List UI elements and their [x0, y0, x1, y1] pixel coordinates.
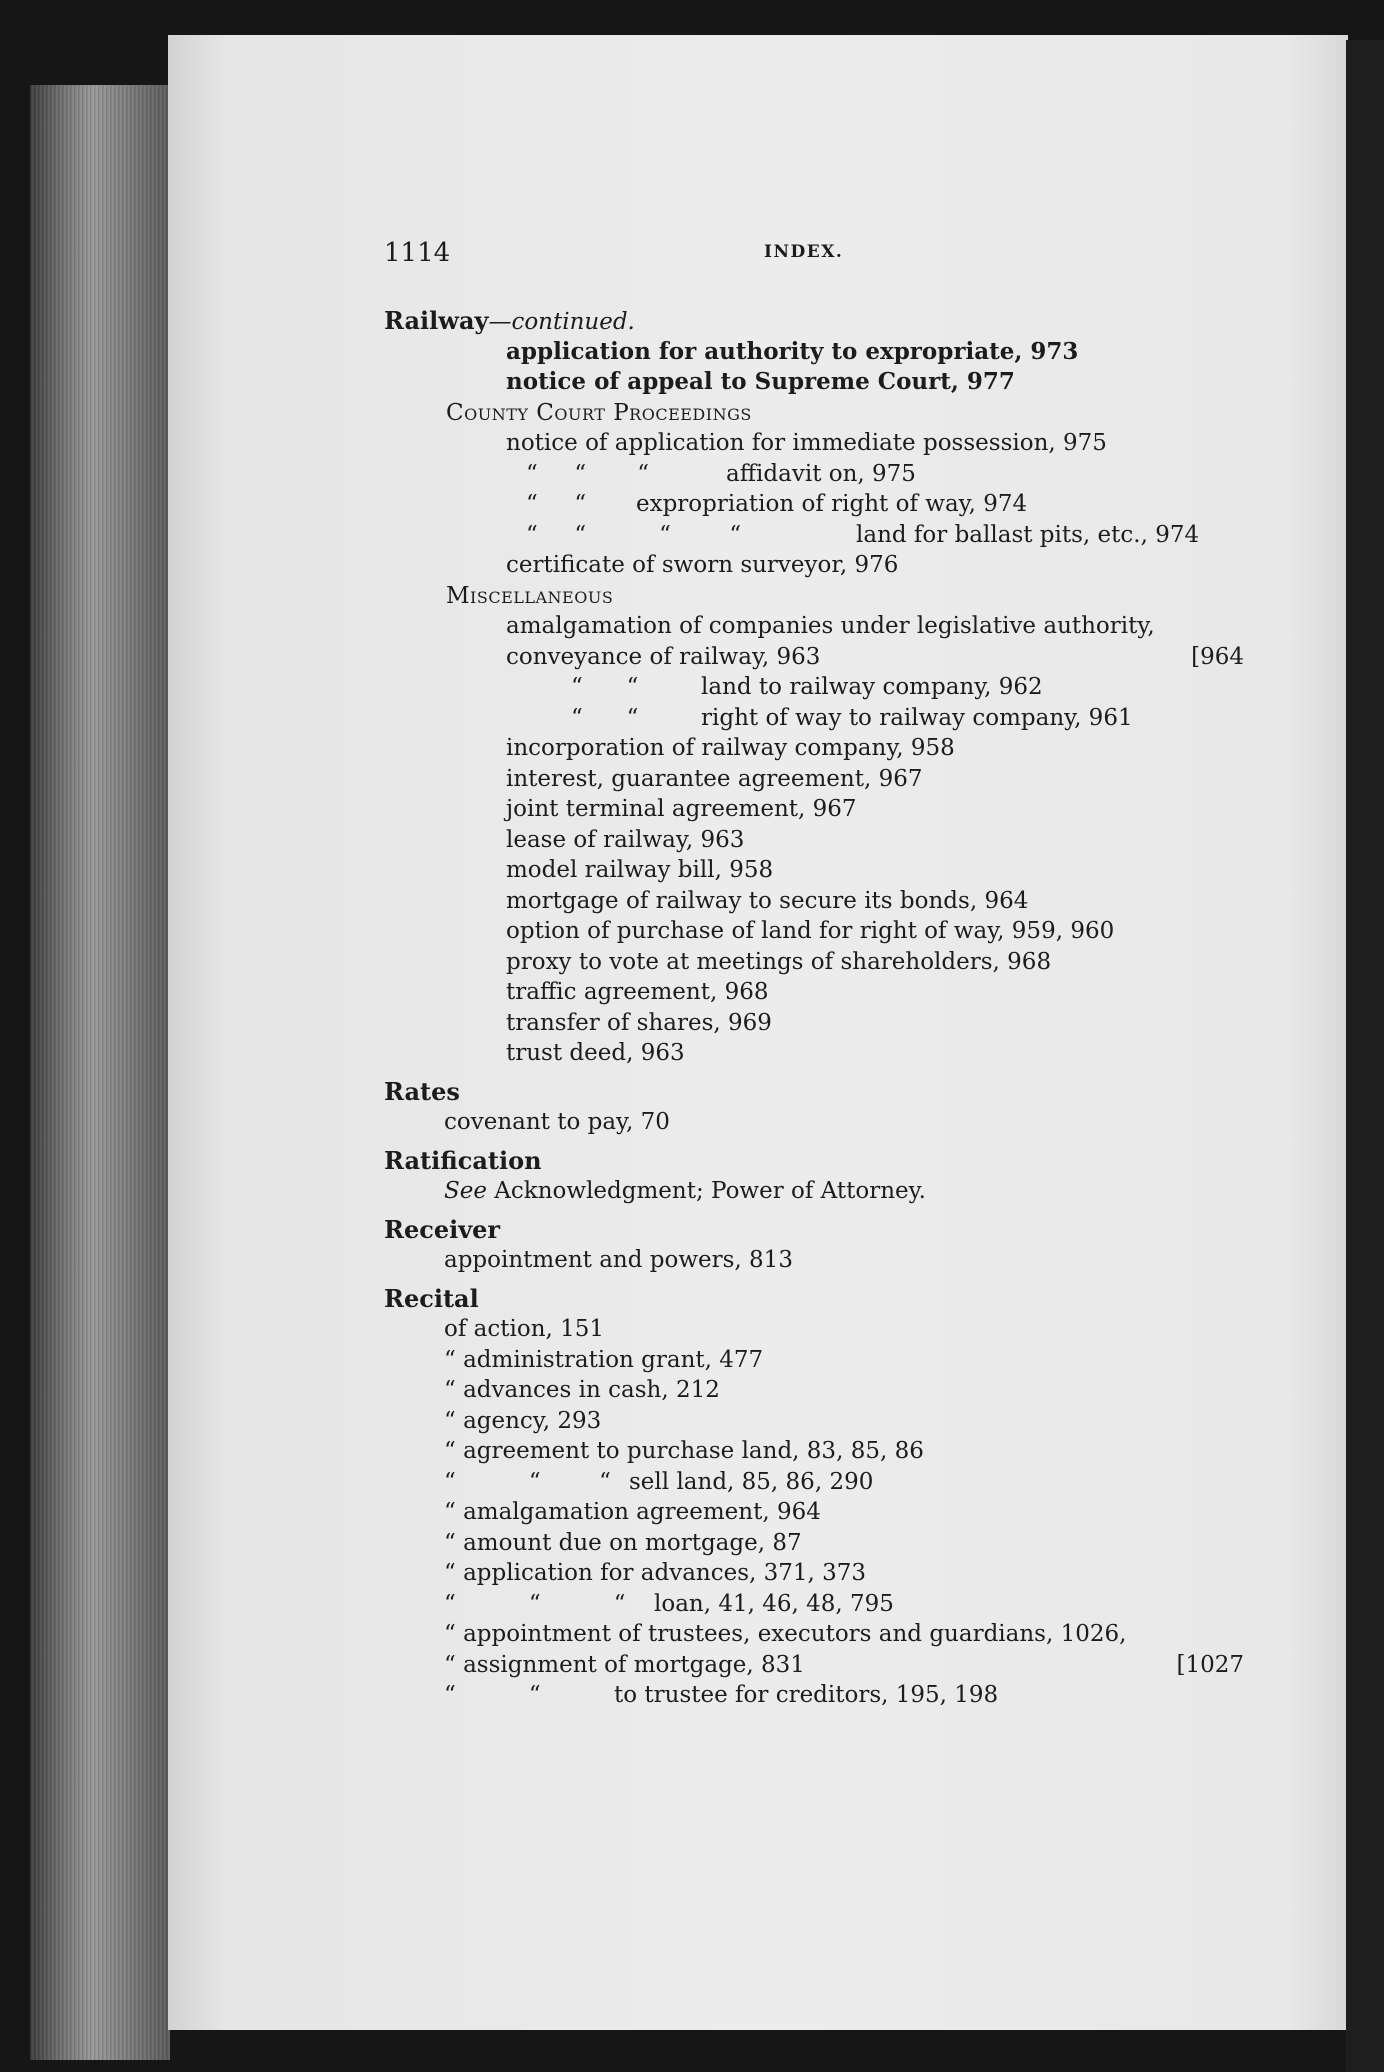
continued-page-ref: [1027: [1176, 1651, 1244, 1678]
index-line: [384, 1650, 1244, 1681]
binding-shadow: [1346, 40, 1384, 2072]
index-line: [384, 1467, 1244, 1498]
index-line-text: expropriation of right of way, 974: [636, 491, 1028, 517]
index-line: application for authority to expropriate, 973: [506, 337, 1079, 365]
index-line-text: affidavit on, 975: [726, 460, 916, 487]
index-line-text: conveyance of railway, 963: [506, 643, 821, 670]
book-page-edge: [30, 85, 170, 2060]
index-line: model railway bill, 958: [506, 857, 774, 883]
index-line: [384, 672, 1244, 703]
ditto-marks: “ “: [444, 1682, 541, 1708]
index-line-text: loan, 41, 46, 48, 795: [654, 1590, 894, 1617]
index-line: “ administration grant, 477: [444, 1346, 764, 1373]
see-reference: See: [444, 1178, 487, 1204]
heading-recital: Recital: [384, 1283, 479, 1313]
index-line: [384, 1176, 1244, 1207]
index-line: “ agency, 293: [444, 1407, 602, 1434]
ditto-marks: “ “: [571, 704, 639, 731]
index-line: mortgage of railway to secure its bonds, 964: [506, 887, 1029, 914]
index-line: notice of appeal to Supreme Court, 977: [506, 368, 1015, 395]
index-line: “ advances in cash, 212: [444, 1377, 720, 1403]
continued-note: —continued.: [488, 309, 635, 335]
page-number: 1114: [384, 238, 451, 268]
index-line: [384, 1589, 1244, 1620]
index-line: joint terminal agreement, 967: [506, 796, 857, 822]
subheading-miscellaneous: Miscellaneous: [446, 582, 614, 609]
index-line: option of purchase of land for right of way, 959, 960: [506, 918, 1115, 944]
ditto-marks: “ “ “: [444, 1590, 626, 1617]
index-line: “ amalgamation agreement, 964: [444, 1499, 821, 1525]
index-line: traffic agreement, 968: [506, 979, 769, 1005]
index-line: “ agreement to purchase land, 83, 85, 86: [444, 1438, 924, 1464]
page-header: [384, 238, 1244, 278]
index-line: [384, 489, 1244, 520]
entry-heading-railway: [384, 306, 1244, 337]
ditto-marks: “ “ “: [444, 1468, 611, 1495]
heading-receiver: Receiver: [384, 1214, 501, 1244]
index-line-text: land for ballast pits, etc., 974: [856, 521, 1200, 548]
running-head: INDEX.: [764, 242, 844, 262]
index-line: amalgamation of companies under legislative authority,: [506, 613, 1155, 639]
ditto-marks: “ “ “ “: [526, 521, 742, 548]
index-line-text: “ assignment of mortgage, 831: [444, 1651, 805, 1678]
index-line: covenant to pay, 70: [444, 1109, 670, 1135]
subheading-county-court: County Court Proceedings: [446, 399, 752, 426]
index-line: incorporation of railway company, 958: [506, 735, 955, 761]
ditto-marks: “ “: [571, 674, 639, 700]
index-line: lease of railway, 963: [506, 826, 745, 853]
index-text: [384, 238, 1244, 1711]
index-line: transfer of shares, 969: [506, 1009, 772, 1036]
index-line: trust deed, 963: [506, 1040, 685, 1066]
index-line: interest, guarantee agreement, 967: [506, 765, 923, 792]
index-line: certificate of sworn surveyor, 976: [506, 552, 899, 578]
index-line: appointment and powers, 813: [444, 1247, 793, 1273]
heading-ratification: Ratification: [384, 1145, 542, 1175]
index-line: notice of application for immediate possession, 975: [506, 430, 1107, 456]
heading-rates: Rates: [384, 1076, 460, 1106]
index-line: “ application for advances, 371, 373: [444, 1560, 867, 1586]
ditto-marks: “ “ “: [526, 460, 650, 487]
index-line: “ amount due on mortgage, 87: [444, 1529, 802, 1556]
heading-railway: Railway: [384, 306, 489, 335]
index-line: of action, 151: [444, 1316, 605, 1342]
index-line: proxy to vote at meetings of shareholders, 968: [506, 948, 1052, 975]
index-line-text: Acknowledgment; Power of Attorney.: [486, 1178, 926, 1204]
continued-page-ref: [964: [1191, 643, 1244, 670]
index-line: [384, 520, 1244, 551]
index-line: [384, 642, 1244, 673]
index-line: [384, 703, 1244, 734]
ditto-marks: “ “: [526, 491, 587, 517]
index-line-text: sell land, 85, 86, 290: [629, 1468, 874, 1495]
index-line-text: to trustee for creditors, 195, 198: [614, 1682, 999, 1708]
index-line: “ appointment of trustees, executors and guardians, 1026,: [444, 1621, 1127, 1647]
index-line: [384, 459, 1244, 490]
index-line-text: land to railway company, 962: [701, 674, 1043, 700]
index-line-text: right of way to railway company, 961: [701, 704, 1133, 731]
index-line: [384, 1680, 1244, 1711]
